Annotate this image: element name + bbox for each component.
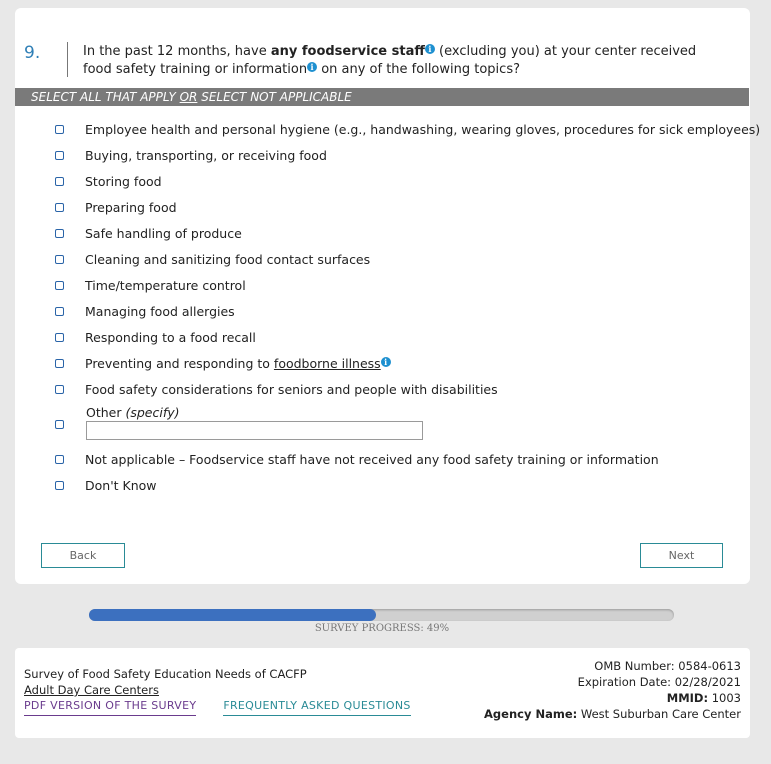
checkbox[interactable]: [55, 229, 64, 238]
info-icon[interactable]: i: [425, 44, 435, 54]
option-label: Don't Know: [85, 477, 157, 493]
option-dont-know[interactable]: [55, 475, 157, 495]
option-label: Preparing food: [85, 199, 177, 215]
footer-right: [484, 658, 741, 722]
option-label: Storing food: [85, 173, 162, 189]
question-number: 9.: [24, 43, 41, 63]
option-employee-health[interactable]: [55, 119, 760, 139]
checkbox[interactable]: [55, 125, 64, 134]
option-not-applicable[interactable]: [55, 449, 659, 469]
option-label: Responding to a food recall: [85, 329, 256, 345]
instruction-banner: SELECT ALL THAT APPLY OR SELECT NOT APPLICABLE: [15, 88, 749, 106]
expiration-date: Expiration Date: 02/28/2021: [577, 675, 741, 689]
other-specify-input[interactable]: [86, 421, 423, 440]
checkbox[interactable]: [55, 481, 64, 490]
option-storing[interactable]: [55, 171, 162, 191]
question-bold-term: any foodservice staff: [270, 44, 425, 59]
mmid: MMID: 1003: [666, 691, 741, 705]
question-text: In the past 12 months, have any foodservice staff i (excluding you) at your center received food safety training or information i on any of the following topics?: [83, 44, 697, 77]
option-preparing[interactable]: [55, 197, 177, 217]
option-foodborne[interactable]: [55, 353, 391, 373]
survey-subtitle-link[interactable]: Adult Day Care Centers: [24, 683, 159, 697]
option-time-temp[interactable]: [55, 275, 246, 295]
checkbox[interactable]: [55, 420, 64, 429]
option-buying[interactable]: [55, 145, 327, 165]
option-label: Preventing and responding to foodborne illness i: [85, 356, 391, 371]
question-divider: [67, 42, 68, 77]
checkbox[interactable]: [55, 151, 64, 160]
option-produce[interactable]: [55, 223, 242, 243]
other-label: Other (specify): [86, 405, 180, 420]
option-recall[interactable]: [55, 327, 256, 347]
progress-bar: [89, 609, 674, 621]
option-label: Employee health and personal hygiene (e.g., handwashing, wearing gloves, procedures for sick employees): [85, 121, 761, 137]
pdf-version-link[interactable]: PDF VERSION OF THE SURVEY: [24, 698, 196, 716]
omb-number: OMB Number: 0584-0613: [594, 659, 741, 673]
footer: [15, 648, 750, 738]
checkbox[interactable]: [55, 255, 64, 264]
foodborne-illness-link[interactable]: foodborne illness: [273, 355, 381, 371]
survey-title: Survey of Food Safety Education Needs of CACFP: [24, 667, 307, 681]
checkbox[interactable]: [55, 333, 64, 342]
option-label: Safe handling of produce: [85, 225, 242, 241]
progress-label: SURVEY PROGRESS: 49%: [314, 623, 450, 634]
checkbox[interactable]: [55, 359, 64, 368]
option-cleaning[interactable]: [55, 249, 370, 269]
option-seniors[interactable]: [55, 379, 498, 399]
option-label: Not applicable – Foodservice staff have not received any food safety training or information: [85, 451, 659, 467]
option-label: Food safety considerations for seniors and people with disabilities: [85, 381, 498, 397]
checkbox[interactable]: [55, 281, 64, 290]
back-button[interactable]: Back: [41, 543, 125, 568]
option-allergies[interactable]: [55, 301, 235, 321]
option-label: Time/temperature control: [85, 277, 246, 293]
option-label: Managing food allergies: [85, 303, 235, 319]
next-button[interactable]: Next: [640, 543, 723, 568]
footer-left: [24, 666, 411, 716]
info-icon[interactable]: i: [381, 357, 391, 367]
info-icon[interactable]: i: [307, 62, 317, 72]
faq-link[interactable]: FREQUENTLY ASKED QUESTIONS: [223, 698, 410, 716]
agency-name: Agency Name: West Suburban Care Center: [484, 707, 741, 721]
checkbox[interactable]: [55, 307, 64, 316]
checkbox[interactable]: [55, 385, 64, 394]
checkbox[interactable]: [55, 177, 64, 186]
progress-fill: [89, 609, 376, 621]
option-label: Cleaning and sanitizing food contact surfaces: [85, 251, 371, 267]
checkbox[interactable]: [55, 455, 64, 464]
checkbox[interactable]: [55, 203, 64, 212]
footer-links: [24, 698, 411, 716]
option-label: Buying, transporting, or receiving food: [85, 147, 327, 163]
